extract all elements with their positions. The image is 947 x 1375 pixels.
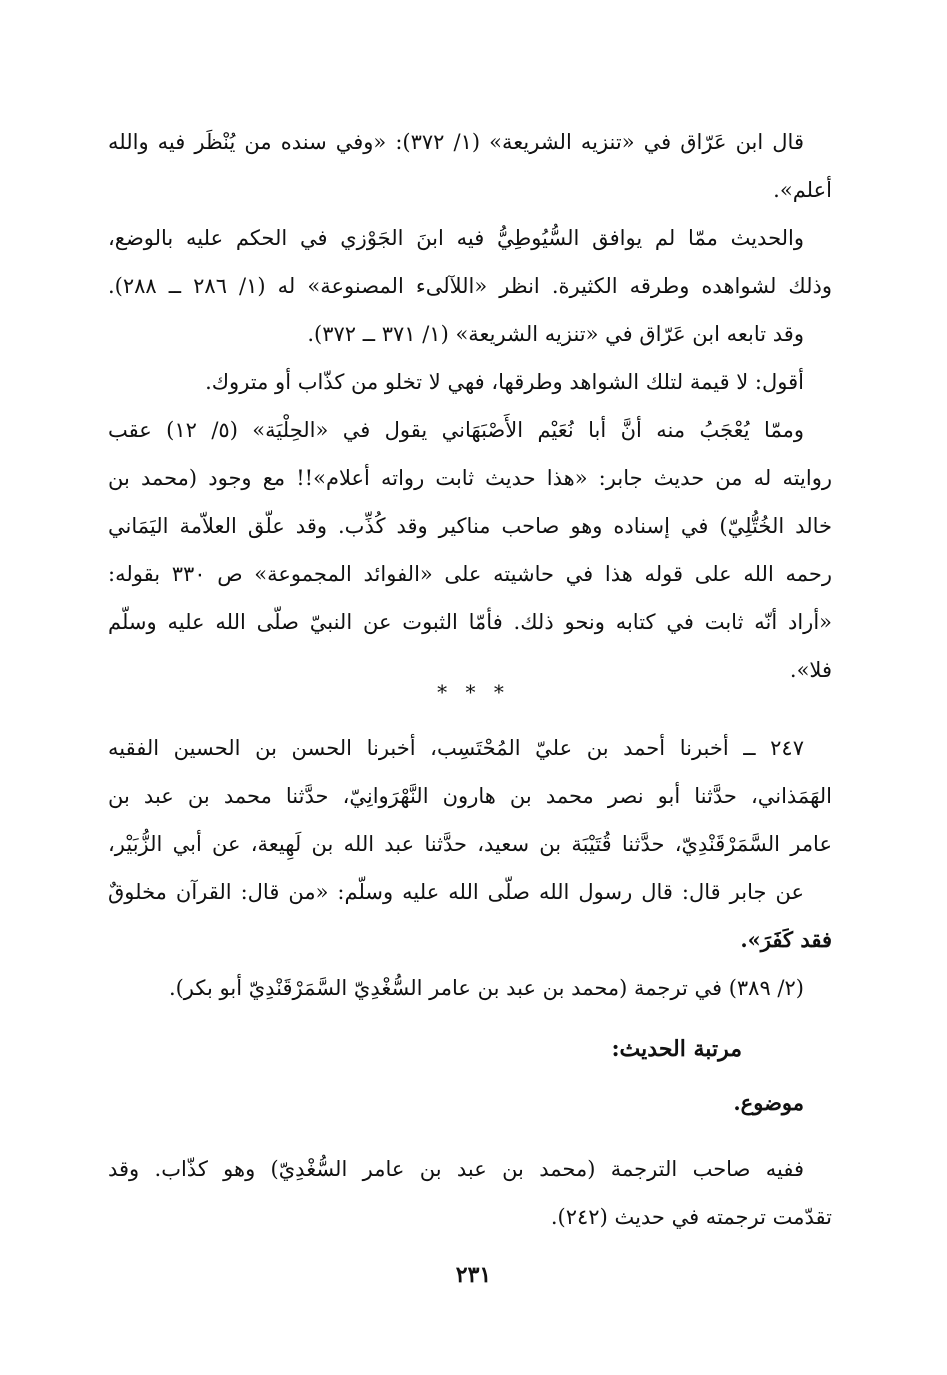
commentary-paragraphs <box>108 118 832 694</box>
text-line: روايته له من حديث جابر: «هذا حديث ثابت رواته أعلام»!! مع وجود (محمد بن <box>108 466 832 490</box>
hadith-paragraphs <box>108 724 832 1012</box>
text-line: وذلك لشواهده وطرقه الكثيرة. انظر «اللآلىء المصنوعة» له (١/ ٢٨٦ ــ ٢٨٨). <box>108 274 832 298</box>
text-line: وقد تابعه ابن عَرّاق في «تنزيه الشريعة» (١/ ٣٧١ ــ ٣٧٢). <box>307 322 804 346</box>
text-line: رحمه الله على قوله هذا في حاشيته على «الفوائد المجموعة» ص ٣٣٠ بقوله: <box>108 562 832 586</box>
text-line: وممّا يُعْجَبُ منه أنَّ أبا نُعَيْم الأَصْبَهَاني يقول في «الحِلْيَة» (٥/ ١٢) عقب <box>108 418 804 442</box>
source-reference: (٢/ ٣٨٩) في ترجمة (محمد بن عبد بن عامر السُّغْدِيّ السَّمَرْقَنْدِيّ أبو بكر). <box>168 976 804 1000</box>
text-line: عن جابر قال: قال رسول الله صلّى الله عليه وسلّم: «من قال: القرآن مخلوقٌ <box>108 880 804 904</box>
page-number: ٢٣١ <box>455 1262 492 1288</box>
section-separator: * * * <box>437 680 510 704</box>
text-line: «أراد أنّه ثابت في كتابه ونحو ذلك. فأمّا الثبوت عن النبيّ صلّى الله عليه وسلّم <box>108 610 832 634</box>
text-line: قال ابن عَرّاق في «تنزيه الشريعة» (١/ ٣٧٢): «وفي سنده من يُنْظَر فيه والله <box>108 130 804 154</box>
grade-explanation <box>108 1145 832 1241</box>
text-line: عامر السَّمَرْقَنْدِيّ، حدَّثنا قُتَيْبَة بن سعيد، حدَّثنا عبد الله بن لَهِيعة، عن أبي الزُّبَيْر، <box>108 832 832 856</box>
text-line: ففيه صاحب الترجمة (محمد بن عبد بن عامر السُّغْدِيّ) وهو كذّاب. وقد <box>108 1157 804 1181</box>
text-line: والحديث ممّا لم يوافق السُّيُوطِيُّ فيه ابنَ الجَوْزي في الحكم عليه بالوضع، <box>108 226 804 250</box>
text-line: أعلم». <box>773 178 832 202</box>
text-line: الهَمَذاني، حدَّثنا أبو نصر محمد بن هارون النَّهْرَوانِيّ، حدَّثنا محمد بن عبد بن <box>108 784 832 808</box>
text-line: فلا». <box>789 658 832 682</box>
text-line: فقد كَفَرَ». <box>740 927 832 952</box>
hadith-number-line: ٢٤٧ ــ أخبرنا أحمد بن عليّ المُحْتَسِب، أخبرنا الحسن بن الحسين الفقيه <box>108 736 804 760</box>
text-line: أقول: لا قيمة لتلك الشواهد وطرقها، فهي لا تخلو من كذّاب أو متروك. <box>205 370 804 394</box>
section-heading: مرتبة الحديث: <box>611 1036 742 1062</box>
hadith-grade: موضوع. <box>733 1090 804 1115</box>
text-line: تقدّمت ترجمته في حديث (٢٤٢). <box>550 1205 832 1229</box>
text-line: خالد الخُتُّلِيّ) في إسناده وهو صاحب مناكير وقد كُذِّب. وقد علّق العلاّمة اليَمَاني <box>108 514 832 538</box>
